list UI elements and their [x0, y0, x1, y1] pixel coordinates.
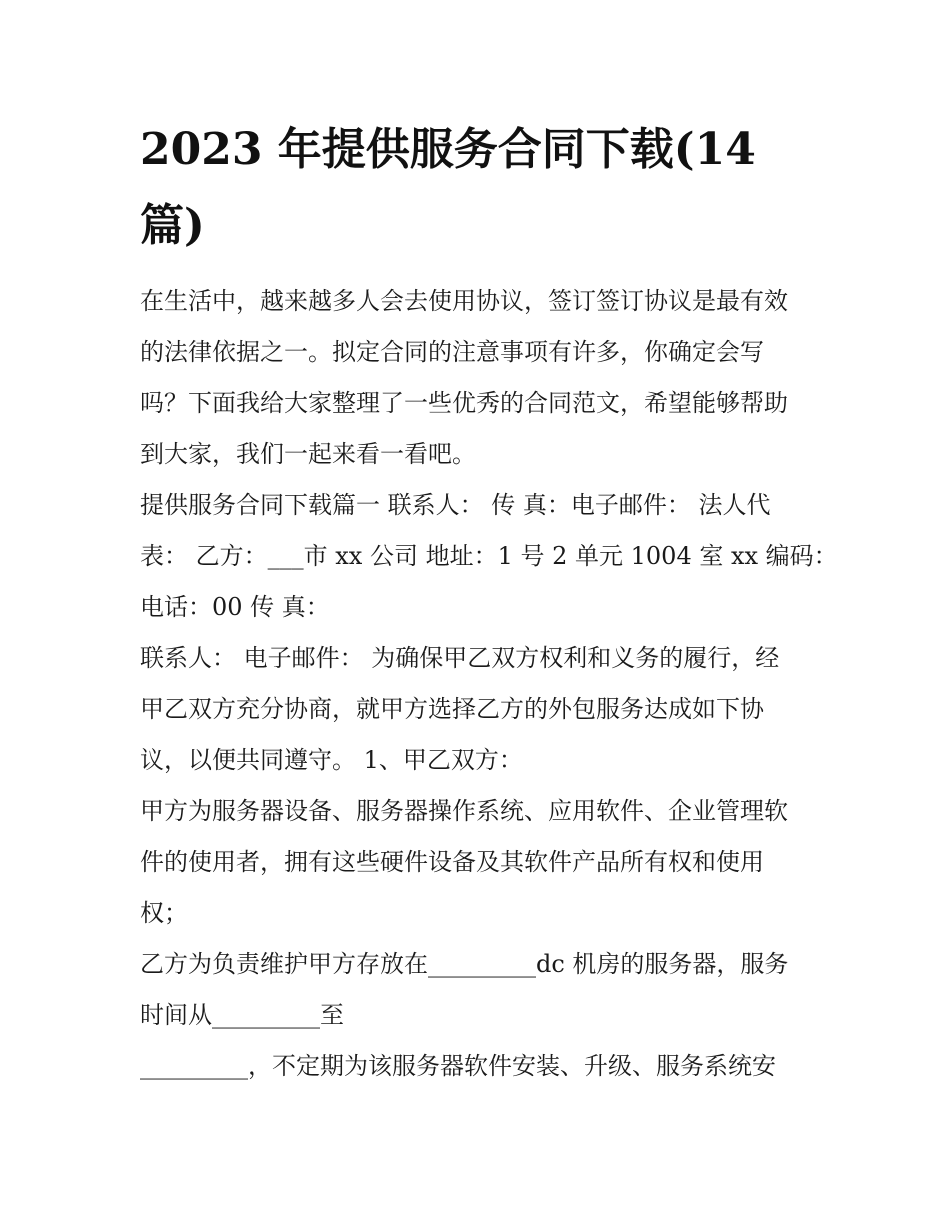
body-line: 吗？下面我给大家整理了一些优秀的合同范文，希望能够帮助: [140, 389, 788, 417]
body-line: 甲乙双方充分协商，就甲方选择乙方的外包服务达成如下协: [140, 695, 764, 723]
body-line: 在生活中，越来越多人会去使用协议，签订签订协议是最有效: [140, 287, 788, 315]
body-line: 到大家，我们一起来看一看吧。: [140, 440, 476, 468]
body-line: 时间从_________至: [140, 1001, 344, 1029]
body-line: _________，不定期为该服务器软件安装、升级、服务系统安: [140, 1052, 776, 1080]
body-line: 甲方为服务器设备、服务器操作系统、应用软件、企业管理软: [140, 797, 788, 825]
title-line-1: 2023 年提供服务合同下载(14: [140, 124, 756, 175]
body-line: 联系人： 电子邮件： 为确保甲乙双方权利和义务的履行，经: [140, 644, 780, 672]
body-line: 表： 乙方：___市 xx 公司 地址：1 号 2 单元 1004 室 xx 编码：: [140, 542, 838, 570]
body-line: 议，以便共同遵守。 1、甲乙双方：: [140, 746, 523, 774]
document-title: [140, 112, 820, 264]
body-line: 乙方为负责维护甲方存放在_________dc 机房的服务器，服务: [140, 950, 789, 978]
body-line: 件的使用者，拥有这些硬件设备及其软件产品所有权和使用: [140, 848, 764, 876]
body-line: 提供服务合同下载篇一 联系人： 传 真：电子邮件： 法人代: [140, 491, 771, 519]
body-line: 的法律依据之一。拟定合同的注意事项有许多，你确定会写: [140, 338, 764, 366]
body-line: 电话：00 传 真：: [140, 593, 330, 621]
body-line: 权；: [140, 899, 188, 927]
title-line-2: 篇): [140, 200, 205, 251]
document-body: [140, 276, 838, 1092]
